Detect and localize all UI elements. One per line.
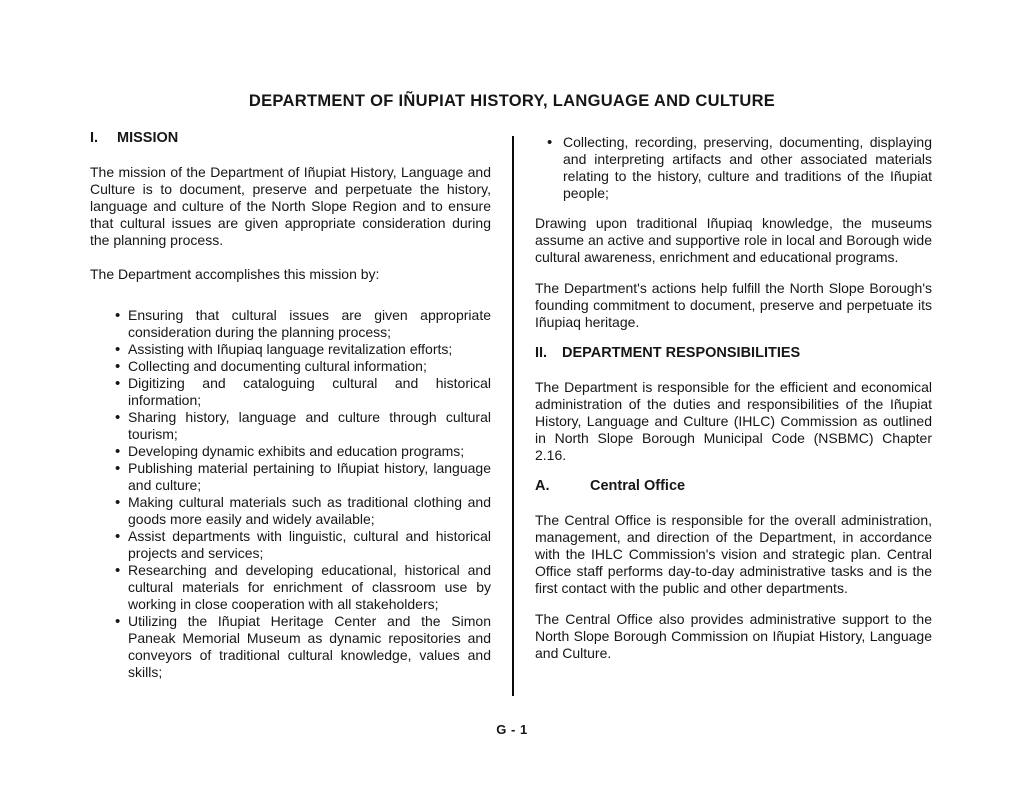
list-item: [90, 358, 491, 375]
bullet-icon: [115, 613, 120, 630]
list-item-text: Assist departments with linguistic, cultural and historical projects and services;: [128, 528, 491, 561]
bullet-icon: [115, 341, 120, 358]
bullet-icon: [547, 134, 552, 151]
left-column: [90, 130, 491, 695]
column-divider: [512, 136, 514, 696]
list-item-text: Developing dynamic exhibits and education programs;: [128, 443, 465, 459]
list-item: [90, 494, 491, 528]
list-item: [90, 341, 491, 358]
bullet-icon: [115, 494, 120, 511]
bullet-icon: [115, 307, 120, 324]
subsection-label: Central Office: [590, 478, 686, 494]
central-office-support-paragraph: The Central Office also provides administrative support to the North Slope Borough Commission on Iñupiat History, Language and Culture.: [535, 611, 932, 661]
section-label: MISSION: [117, 130, 179, 146]
mission-lead-in: The Department accomplishes this mission by:: [90, 266, 380, 282]
bullet-icon: [115, 443, 120, 460]
page-title: DEPARTMENT OF IÑUPIAT HISTORY, LANGUAGE AND CULTURE: [248, 92, 776, 110]
list-item: [535, 134, 932, 202]
list-item-text: Assisting with Iñupiaq language revitalization efforts;: [128, 341, 453, 357]
mission-bullet-list: [90, 307, 491, 681]
list-item: [90, 307, 491, 341]
list-item: [90, 528, 491, 562]
list-item: [90, 562, 491, 613]
bullet-icon: [115, 528, 120, 545]
section-number: I.: [90, 130, 99, 146]
list-item: [90, 460, 491, 494]
section-heading-responsibilities: [535, 345, 932, 362]
list-item-text: Utilizing the Iñupiat Heritage Center and the Simon Paneak Memorial Museum as dynamic repositories and conveyors of traditional cultural knowledge, values and skills;: [128, 613, 491, 680]
responsibilities-paragraph: The Department is responsible for the efficient and economical administration of the duties and responsibilities of the Iñupiat History, Language and Culture (IHLC) Commission as outlined in North Slope Borough Municipal Code (NSBMC) Chapter 2.16.: [535, 379, 932, 463]
section-number: II.: [535, 345, 548, 361]
list-item-text: Sharing history, language and culture through cultural tourism;: [128, 409, 491, 442]
list-item-text: Digitizing and cataloguing cultural and historical information;: [128, 375, 491, 408]
list-item-text: Researching and developing educational, historical and cultural materials for enrichment of classroom use by working in close cooperation with all stakeholders;: [128, 562, 491, 612]
bullet-icon: [115, 375, 120, 392]
list-item: [90, 409, 491, 443]
list-item-text: Ensuring that cultural issues are given appropriate consideration during the planning process;: [128, 307, 491, 340]
list-item-text: Publishing material pertaining to Iñupiat history, language and culture;: [128, 460, 491, 493]
section-label: DEPARTMENT RESPONSIBILITIES: [562, 345, 801, 361]
bullet-icon: [115, 358, 120, 375]
list-item-text: Collecting and documenting cultural information;: [128, 358, 427, 374]
central-office-paragraph: The Central Office is responsible for the overall administration, management, and direction of the Department, in accordance with the IHLC Commission's vision and strategic plan. Central Office staff performs day-to-day administrative tasks and is the first contact with the public and other departments.: [535, 512, 932, 596]
list-item: [90, 613, 491, 681]
bullet-icon: [115, 562, 120, 579]
mission-paragraph: The mission of the Department of Iñupiat History, Language and Culture is to document, preserve and perpetuate the history, language and culture of the North Slope Region and to ensure that cultural issues are given appropriate consideration during the planning process.: [90, 164, 491, 248]
subsection-letter: A.: [535, 478, 550, 494]
section-heading-mission: [90, 130, 491, 147]
heritage-paragraph: The Department's actions help fulfill the North Slope Borough's founding commitment to document, preserve and perpetuate its Iñupiaq heritage.: [535, 280, 932, 330]
list-item: [90, 375, 491, 409]
list-item: [90, 443, 491, 460]
bullet-icon: [115, 460, 120, 477]
continued-bullet-list: [535, 134, 932, 202]
subsection-heading-central-office: [535, 478, 932, 495]
list-item-text: Collecting, recording, preserving, documenting, displaying and interpreting artifacts and other associated materials relating to the history, culture and traditions of the Iñupiat people;: [563, 134, 932, 201]
list-item-text: Making cultural materials such as traditional clothing and goods more easily and widely available;: [128, 494, 491, 527]
page-number: G - 1: [496, 722, 528, 737]
museums-paragraph: Drawing upon traditional Iñupiaq knowledge, the museums assume an active and supportive role in local and Borough wide cultural awareness, enrichment and educational programs.: [535, 215, 932, 265]
right-column: [535, 130, 932, 676]
bullet-icon: [115, 409, 120, 426]
